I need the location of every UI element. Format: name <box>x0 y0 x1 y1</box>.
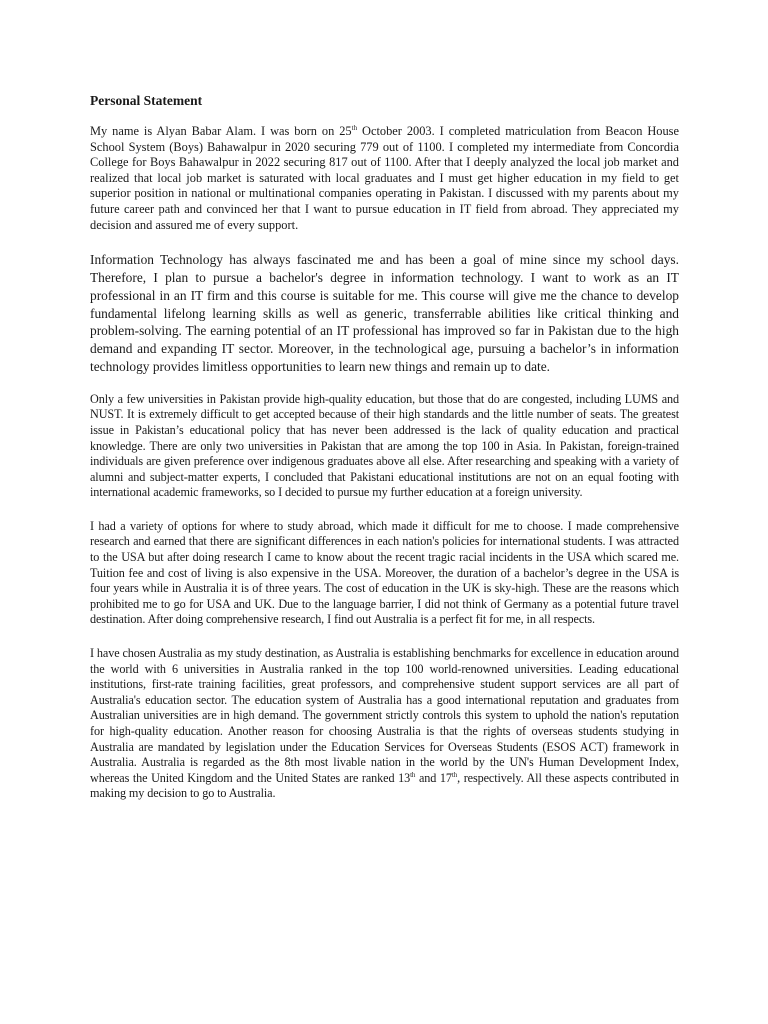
paragraph-introduction-text-b: October 2003. I completed matriculation from Beacon House School System (Boys) Bahawalpur in 2020 securing 779 out of 1100. I completed my intermediate from Concordia College for Boys Bahawalpur in 2022 securing 817 out of 1100. After that I deeply analyzed the local job market and realized that local job market is saturated with local graduates and I must get higher education in my field to get superior position in national or multinational companies operating in Pakistan. I discussed with my parents about my future career path and convinced her that I want to pursue education in IT field from abroad. They appreciated my decision and assured me of every support. <box>90 124 679 232</box>
paragraph-it-motivation: Information Technology has always fascinated me and has been a goal of mine since my school days. Therefore, I plan to pursue a bachelor's degree in information technology. I want to work as an IT professional in an IT firm and this course is suitable for me. This course will give me the chance to develop fundamental lifelong learning skills as well as generic, transferrable abilities like critical thinking and problem-solving. The earning potential of an IT professional has improved so far in Pakistan due to the high demand and expanding IT sector. Moreover, in the technological age, pursuing a bachelor’s in information technology provides limitless opportunities to learn new things and remain up to date. <box>90 252 679 374</box>
paragraph-australia-choice <box>90 646 679 802</box>
superscript-ordinal: th <box>351 123 358 132</box>
document-page <box>90 92 679 820</box>
paragraph-introduction-text-a: My name is Alyan Babar Alam. I was born on 25 <box>90 124 352 138</box>
superscript-ordinal-17: th <box>451 770 458 779</box>
paragraph-australia-text-b: and 17 <box>415 770 452 785</box>
paragraph-australia-text-a: I have chosen Australia as my study destination, as Australia is establishing benchmarks for excellence in education around the world with 6 universities in Australia ranked in the top 100 world-renowned universities. Leading educational institutions, first-rate training facilities, great professors, and comprehensive student support services are all part of Australia's education sector. The education system of Australia has a good international reputation and graduates from Australian universities are in high demand. The government strictly controls this system to uphold the nation's reputation for high-quality education. Another reason for choosing Australia is that the rights of overseas students studying in Australia are mandated by legislation under the Education Services for Overseas Students (ESOS ACT) framework in Australia. Australia is regarded as the 8th most livable nation in the world by the UN's Human Development Index, whereas the United Kingdom and the United States are ranked 13 <box>90 646 679 785</box>
superscript-ordinal-13: th <box>410 770 416 779</box>
paragraph-pakistan-education: Only a few universities in Pakistan provide high-quality education, but those that do are congested, including LUMS and NUST. It is extremely difficult to get accepted because of their high standards and the little number of seats. The greatest issue in Pakistan’s educational policy that has never been addressed is the lack of quality education and practical knowledge. There are only two universities in Pakistan that are among the top 100 in Asia. In Pakistan, foreign-trained individuals are given preference over indigenous graduates above all else. After researching and speaking with a variety of alumni and subject-matter experts, I concluded that Pakistani educational institutions are not on an equal footing with international academic frameworks, so I decided to pursue my further education at a foreign university. <box>90 391 679 500</box>
paragraph-australia-text-c: , respectively. All these aspects contributed in making my decision to go to Australia. <box>90 770 679 801</box>
document-title: Personal Statement <box>90 93 203 108</box>
paragraph-introduction <box>90 124 679 233</box>
paragraph-study-options: I had a variety of options for where to study abroad, which made it difficult for me to choose. I made comprehensive research and earned that there are significant differences in each nation's policies for international students. I was attracted to the USA but after doing research I came to know about the recent tragic racial incidents in the USA which scared me. Tuition fee and cost of living is also expensive in the USA. Moreover, the duration of a bachelor’s degree in the USA is four years while in Australia it is of three years. The cost of education in the UK is sky-high. These are the reasons which prohibited me to go for USA and UK. Due to the language barrier, I did not think of Germany as a potential future travel destination. After doing comprehensive research, I find out Australia is a perfect fit for me, in all respects. <box>90 518 679 627</box>
